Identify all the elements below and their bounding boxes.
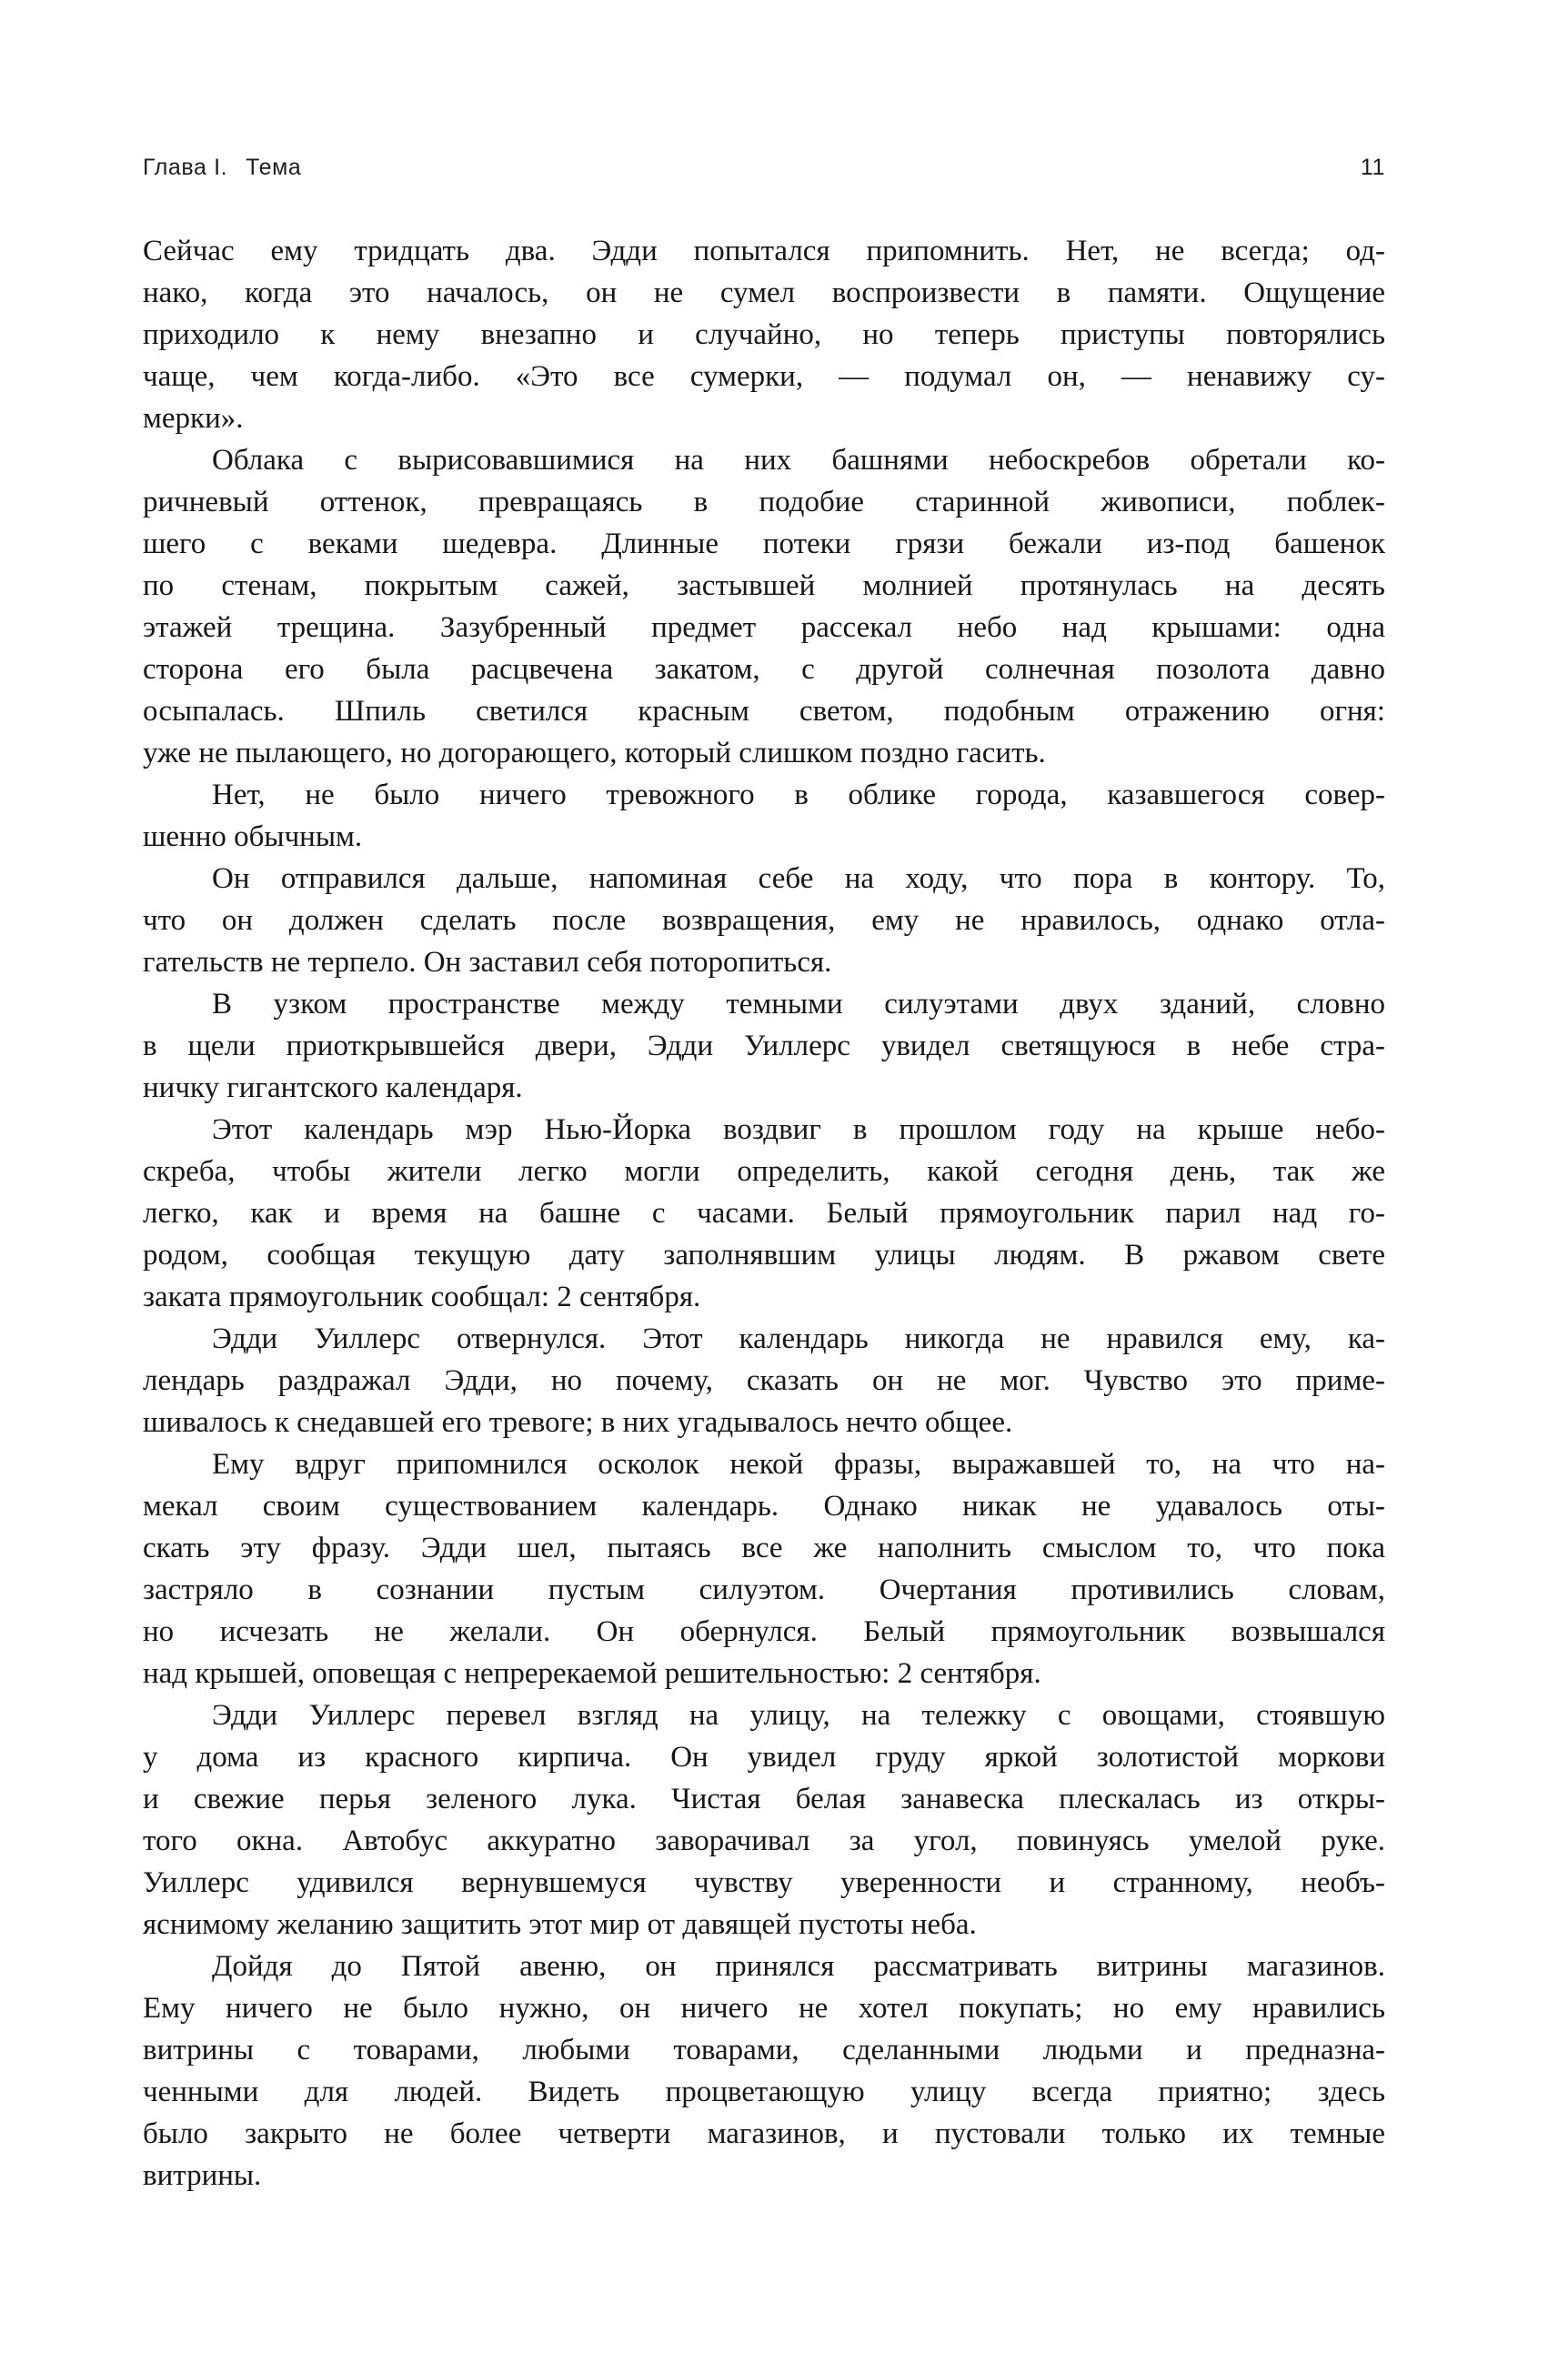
text-line: Он отправился дальше, напоминая себе на ходу, что пора в контору. То,: [212, 862, 1385, 895]
text-line: Ему вдруг припомнился осколок некой фразы, выражавшей то, на что на-: [212, 1448, 1385, 1481]
text-line: этажей трещина. Зазубренный предмет рассекал небо над крышами: одна: [143, 611, 1385, 644]
text-line: застряло в сознании пустым силуэтом. Очертания противились словам,: [143, 1574, 1385, 1606]
text-line: Облака с вырисовавшимися на них башнями небоскребов обретали ко-: [212, 444, 1385, 477]
text-line: В узком пространстве между темными силуэтами двух зданий, словно: [212, 988, 1385, 1021]
paragraph: [143, 858, 1385, 983]
text-line: мекал своим существованием календарь. Однако никак не удавалось оты-: [143, 1490, 1385, 1523]
paragraph: [143, 1318, 1385, 1443]
text-line: ченными для людей. Видеть процветающую улицу всегда приятно; здесь: [143, 2076, 1385, 2108]
text-line: приходило к нему внезапно и случайно, но теперь приступы повторялись: [143, 318, 1385, 351]
text-line: Дойдя до Пятой авеню, он принялся рассматривать витрины магазинов.: [212, 1950, 1385, 1983]
text-line: что он должен сделать после возвращения, ему не нравилось, однако отла-: [143, 904, 1385, 937]
paragraph: [143, 1109, 1385, 1318]
text-line: витрины.: [143, 2159, 262, 2192]
running-header: [143, 155, 1385, 181]
text-line: Эдди Уиллерс отвернулся. Этот календарь никогда не нравился ему, ка-: [212, 1322, 1385, 1355]
text-line: в щели приоткрывшейся двери, Эдди Уиллерс увидел светящуюся в небе стра-: [143, 1030, 1385, 1062]
text-line: шего с веками шедевра. Длинные потеки грязи бежали из-под башенок: [143, 528, 1385, 560]
text-line: Сейчас ему тридцать два. Эдди попытался припомнить. Нет, не всегда; од-: [143, 235, 1385, 267]
text-line: над крышей, оповещая с непререкаемой решительностью: 2 сентября.: [143, 1657, 1041, 1690]
text-line: шивалось к снедавшей его тревоге; в них угадывалось нечто общее.: [143, 1406, 1013, 1439]
text-line: чаще, чем когда-либо. «Это все сумерки, — подумал он, — ненавижу су-: [143, 360, 1385, 393]
text-line: ничку гигантского календаря.: [143, 1071, 523, 1104]
text-line: гательств не терпело. Он заставил себя поторопиться.: [143, 946, 832, 979]
text-line: того окна. Автобус аккуратно заворачивал за угол, повинуясь умелой руке.: [143, 1825, 1385, 1857]
paragraph: [143, 1946, 1385, 2197]
text-line: Нет, не было ничего тревожного в облике города, казавшегося совер-: [212, 779, 1385, 811]
text-line: нако, когда это началось, он не сумел воспроизвести в памяти. Ощущение: [143, 277, 1385, 309]
text-line: родом, сообщая текущую дату заполнявшим улицы людям. В ржавом свете: [143, 1239, 1385, 1272]
chapter-label: Глава I.: [143, 155, 228, 180]
text-line: легко, как и время на башне с часами. Белый прямоугольник парил над го-: [143, 1197, 1385, 1230]
text-line: было закрыто не более четверти магазинов, и пустовали только их темные: [143, 2117, 1385, 2150]
text-line: Этот календарь мэр Нью-Йорка воздвиг в прошлом году на крыше небо-: [212, 1113, 1385, 1146]
text-line: Эдди Уиллерс перевел взгляд на улицу, на тележку с овощами, стоявшую: [212, 1699, 1385, 1732]
text-line: и свежие перья зеленого лука. Чистая белая занавеска плескалась из откры-: [143, 1783, 1385, 1815]
text-line: сторона его была расцвечена закатом, с другой солнечная позолота давно: [143, 653, 1385, 686]
text-line: шенно обычным.: [143, 820, 363, 853]
paragraph: [143, 230, 1385, 439]
page-number: 11: [1360, 155, 1385, 180]
text-line: лендарь раздражал Эдди, но почему, сказать он не мог. Чувство это приме-: [143, 1364, 1385, 1397]
paragraph: [143, 983, 1385, 1109]
text-block: [143, 230, 1385, 2197]
text-line: яснимому желанию защитить этот мир от давящей пустоты неба.: [143, 1908, 977, 1941]
text-line: скать эту фразу. Эдди шел, пытаясь все же наполнить смыслом то, что пока: [143, 1532, 1385, 1564]
text-line: Ему ничего не было нужно, он ничего не хотел покупать; но ему нравились: [143, 1992, 1385, 2025]
paragraph: [143, 774, 1385, 858]
text-line: уже не пылающего, но догорающего, который слишком поздно гасить.: [143, 737, 1046, 769]
text-line: по стенам, покрытым сажей, застывшей молнией протянулась на десять: [143, 569, 1385, 602]
text-line: витрины с товарами, любыми товарами, сделанными людьми и предназна-: [143, 2034, 1385, 2066]
chapter-title: Тема: [246, 155, 302, 180]
text-line: но исчезать не желали. Он обернулся. Белый прямоугольник возвышался: [143, 1615, 1385, 1648]
text-line: у дома из красного кирпича. Он увидел груду яркой золотистой моркови: [143, 1741, 1385, 1774]
text-line: скреба, чтобы жители легко могли определить, какой сегодня день, так же: [143, 1155, 1385, 1188]
chapter-heading: [143, 155, 301, 181]
text-line: ричневый оттенок, превращаясь в подобие старинной живописи, поблек-: [143, 486, 1385, 518]
text-line: Уиллерс удивился вернувшемуся чувству уверенности и странному, необъ-: [143, 1866, 1385, 1899]
text-line: заката прямоугольник сообщал: 2 сентября.: [143, 1281, 701, 1313]
paragraph: [143, 1443, 1385, 1694]
text-line: осыпалась. Шпиль светился красным светом, подобным отражению огня:: [143, 695, 1385, 728]
text-line: мерки».: [143, 402, 244, 435]
paragraph: [143, 1694, 1385, 1946]
paragraph: [143, 439, 1385, 774]
